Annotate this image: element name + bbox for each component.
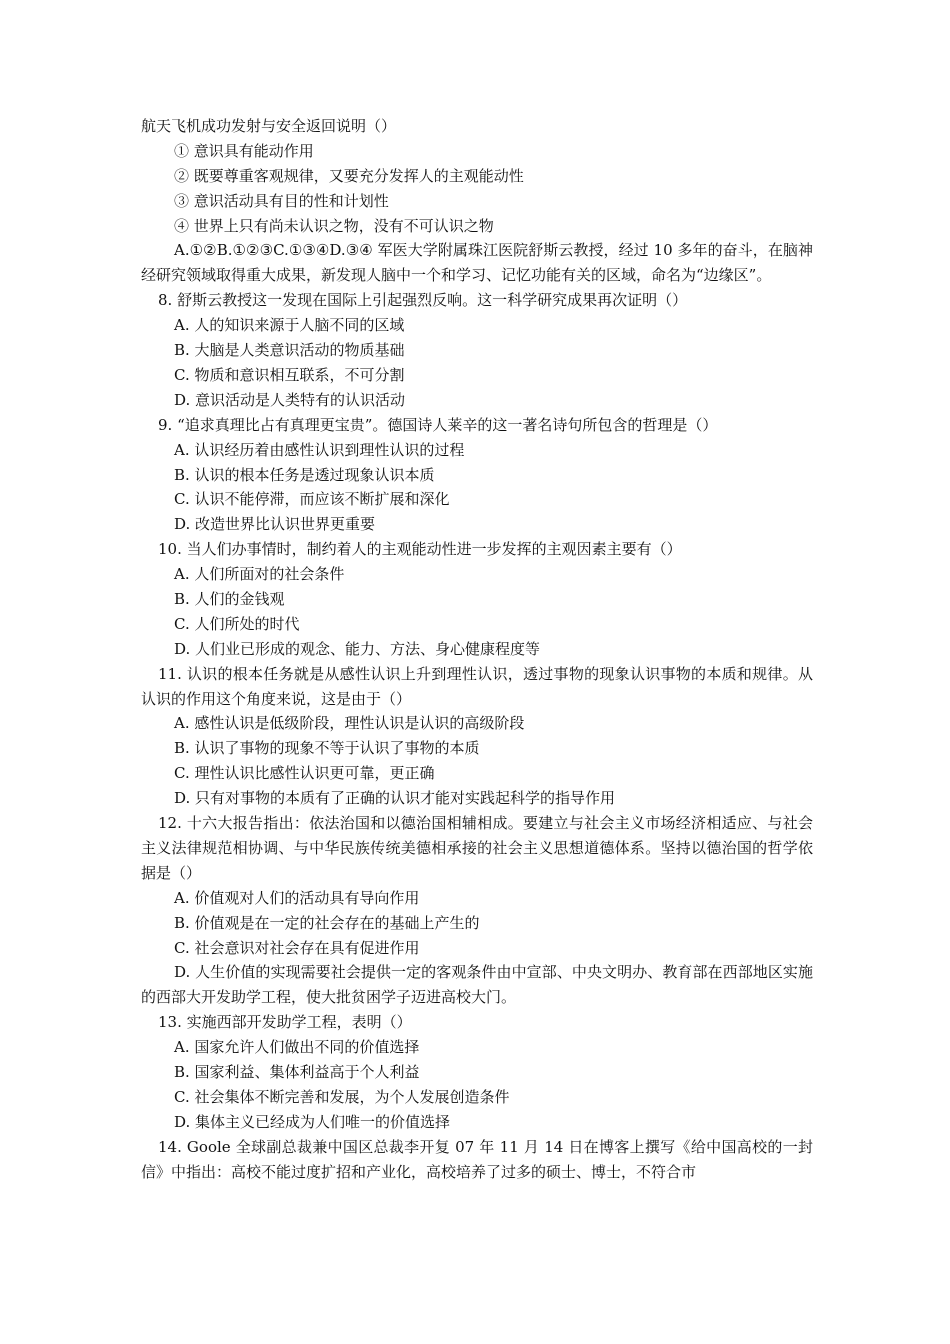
text-line: 8. 舒斯云教授这一发现在国际上引起强烈反响。这一科学研究成果再次证明（） <box>158 291 688 310</box>
text-line: 11. 认识的根本任务就是从感性认识上升到理性认识，透过事物的现象认识事物的本质和规律。从认识的作用这个角度来说，这是由于（） <box>141 664 813 708</box>
text-line: B. 认识的根本任务是透过现象认识本质 <box>174 465 435 484</box>
text-line: A. 人们所面对的社会条件 <box>174 565 345 584</box>
text-line: C. 理性认识比感性认识更可靠，更正确 <box>174 764 435 783</box>
text-line: ③ 意识活动具有目的性和计划性 <box>174 191 389 210</box>
text-line: ② 既要尊重客观规律，又要充分发挥人的主观能动性 <box>174 166 524 185</box>
text-line: 航天飞机成功发射与安全返回说明（） <box>141 117 397 135</box>
text-line: 10. 当人们办事情时，制约着人的主观能动性进一步发挥的主观因素主要有（） <box>158 540 682 559</box>
text-line: C. 人们所处的时代 <box>174 614 300 633</box>
text-line: B. 认识了事物的现象不等于认识了事物的本质 <box>174 739 480 758</box>
text-line: A.①②B.①②③C.①③④D.③④ 军医大学附属珠江医院舒斯云教授，经过 10 多年的奋斗，在脑神经研究领域取得重大成果，新发现人脑中一个和学习、记忆功能有关的区域，命名为“边缘区”。 <box>141 241 813 285</box>
text-line: A. 认识经历着由感性认识到理性认识的过程 <box>174 440 465 459</box>
text-line: ④ 世界上只有尚未认识之物，没有不可认识之物 <box>174 216 494 235</box>
text-line: D. 集体主义已经成为人们唯一的价值选择 <box>174 1112 451 1131</box>
text-line: D. 人生价值的实现需要社会提供一定的客观条件由中宣部、中央文明办、教育部在西部地区实施的西部大开发助学工程，使大批贫困学子迈进高校大门。 <box>141 963 813 1007</box>
text-line: A. 人的知识来源于人脑不同的区域 <box>174 316 405 335</box>
text-line: B. 价值观是在一定的社会存在的基础上产生的 <box>174 913 480 932</box>
text-line: C. 社会意识对社会存在具有促进作用 <box>174 938 420 957</box>
text-line: A. 感性认识是低级阶段，理性认识是认识的高级阶段 <box>174 714 525 733</box>
text-line: B. 人们的金钱观 <box>174 589 285 608</box>
text-line: C. 认识不能停滞，而应该不断扩展和深化 <box>174 490 450 509</box>
text-line: C. 社会集体不断完善和发展，为个人发展创造条件 <box>174 1087 510 1106</box>
text-line: A. 国家允许人们做出不同的价值选择 <box>174 1038 420 1057</box>
text-line: D. 人们业已形成的观念、能力、方法、身心健康程度等 <box>174 639 541 658</box>
text-line: B. 大脑是人类意识活动的物质基础 <box>174 341 405 360</box>
text-line: C. 物质和意识相互联系，不可分割 <box>174 365 405 384</box>
text-line: B. 国家利益、集体利益高于个人利益 <box>174 1062 420 1081</box>
text-line: 9. “追求真理比占有真理更宝贵”。德国诗人莱辛的这一著名诗句所包含的哲理是（） <box>158 415 718 434</box>
document-body <box>141 114 813 1184</box>
text-line: D. 改造世界比认识世界更重要 <box>174 515 376 534</box>
text-line: 13. 实施西部开发助学工程，表明（） <box>158 1013 412 1032</box>
text-line: D. 意识活动是人类特有的认识活动 <box>174 390 406 409</box>
text-line: ① 意识具有能动作用 <box>174 141 314 160</box>
text-line: A. 价值观对人们的活动具有导向作用 <box>174 888 420 907</box>
text-line: 14. Goole 全球副总裁兼中国区总裁李开复 07 年 11 月 14 日在博客上撰写《给中国高校的一封信》中指出：高校不能过度扩招和产业化，高校培养了过多的硕士、博士，不符合市 <box>141 1137 813 1181</box>
text-line: D. 只有对事物的本质有了正确的认识才能对实践起科学的指导作用 <box>174 789 616 808</box>
text-line: 12. 十六大报告指出：依法治国和以德治国相辅相成。要建立与社会主义市场经济相适应、与社会主义法律规范相协调、与中华民族传统美德相承接的社会主义思想道德体系。坚持以德治国的哲学依据是（） <box>141 814 813 882</box>
